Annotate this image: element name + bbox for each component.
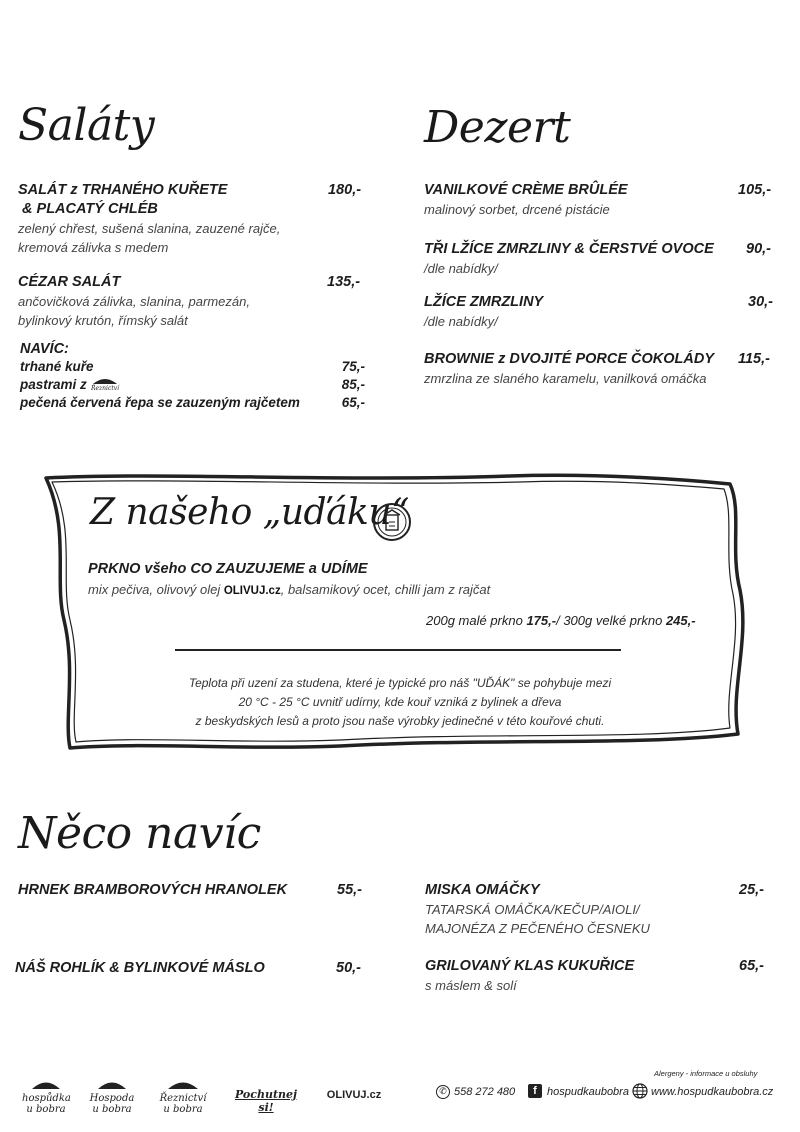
udak-sizes: 200g malé prkno 175,-/ 300g velké prkno 245,- <box>426 613 696 628</box>
item-description: zelený chřest, sušená slanina, zauzené rajče, <box>18 221 281 236</box>
extra-row <box>20 395 365 413</box>
menu-item <box>424 350 734 388</box>
item-price: 65,- <box>739 958 764 974</box>
menu-item <box>425 957 725 995</box>
item-name: CÉZAR SALÁT <box>18 274 121 290</box>
divider <box>175 649 621 651</box>
smoking-note-line: 20 °C - 25 °C uvnitř udírny, kde kouř vzniká z bylinek a dřeva <box>238 695 562 709</box>
menu-item <box>18 273 368 330</box>
item-description: bylinkový krutón, římský salát <box>18 313 188 328</box>
item-description: s máslem & solí <box>425 978 517 993</box>
extra-price: 75,- <box>341 359 365 374</box>
menu-item <box>424 240 734 278</box>
item-description: malinový sorbet, drcené pistácie <box>424 202 610 217</box>
extra-label: pastrami z <box>20 377 87 392</box>
item-price: 180,- <box>328 182 362 198</box>
item-price: 50,- <box>336 960 361 976</box>
item-description: zmrzlina ze slaného karamelu, vanilková omáčka <box>424 371 707 386</box>
smoke-badge-icon <box>372 502 412 542</box>
item-name: GRILOVANÝ KLAS KUKUŘICE <box>425 958 635 974</box>
item-price: 105,- <box>738 182 772 198</box>
extras-heading: NAVÍC: <box>20 341 69 357</box>
item-name-cont: & PLACATÝ CHLÉB <box>18 201 158 217</box>
allergens-note: Alergeny - informace u obsluhy <box>654 1069 758 1078</box>
udak-item-description: mix pečiva, olivový olej OLIVUJ.cz, balsamikový ocet, chilli jam z rajčat <box>88 582 491 597</box>
logo-pochutnej: Pochutnej si! <box>234 1088 298 1114</box>
logo-hospoda: Hospoda u bobra <box>88 1078 136 1114</box>
logo-olivuj: OLIVUJ.cz <box>326 1089 382 1101</box>
item-description: ančovičková zálivka, slanina, parmezán, <box>18 294 250 309</box>
menu-item <box>424 181 724 219</box>
item-name: SALÁT z TRHANÉHO KUŘETE <box>18 182 228 198</box>
reznictvi-logo: Řeznictví <box>90 376 120 394</box>
item-name: NÁŠ ROHLÍK & BYLINKOVÉ MÁSLO <box>15 960 265 976</box>
extra-row <box>20 377 365 395</box>
menu-item <box>425 881 725 938</box>
item-price: 90,- <box>746 241 771 257</box>
item-description: TATARSKÁ OMÁČKA/KEČUP/AIOLI/ <box>425 902 640 917</box>
extra-price: 85,- <box>341 377 365 392</box>
globe-icon <box>632 1083 648 1104</box>
udak-title: Z našeho „uďáku“ <box>90 492 409 533</box>
logo-hospudka: hospůdka u bobra <box>22 1078 70 1114</box>
extra-row <box>20 359 365 377</box>
item-description: kremová zálivka s medem <box>18 240 169 255</box>
item-price: 25,- <box>739 882 764 898</box>
item-price: 30,- <box>748 294 773 310</box>
smoking-note-line: Teplota při uzení za studena, které je typické pro náš "UĎÁK" se pohybuje mezi <box>188 676 612 690</box>
item-name: LŽÍCE ZMRZLINY <box>424 294 544 310</box>
salaty-title: Saláty <box>18 100 155 151</box>
logo-reznictvi: Řeznictví u bobra <box>156 1078 210 1114</box>
item-name: HRNEK BRAMBOROVÝCH HRANOLEK <box>18 882 288 898</box>
item-price: 55,- <box>337 882 362 898</box>
item-name: TŘI LŽÍCE ZMRZLINY & ČERSTVÉ OVOCE <box>424 241 714 257</box>
extra-label: pečená červená řepa se zauzeným rajčetem <box>20 395 300 410</box>
dezert-title: Dezert <box>424 102 571 153</box>
phone-number: 558 272 480 <box>454 1086 516 1098</box>
menu-item <box>424 293 724 331</box>
item-price: 115,- <box>738 351 770 367</box>
item-price: 135,- <box>327 274 361 290</box>
smoking-note-line: z beskydských lesů a proto jsou naše výrobky jedinečné v této kouřové chuti. <box>195 714 605 728</box>
extra-label: trhané kuře <box>20 359 94 374</box>
item-name: BROWNIE z DVOJITÉ PORCE ČOKOLÁDY <box>424 351 715 367</box>
menu-item <box>18 181 368 257</box>
website-url: www.hospudkaubobra.cz <box>651 1086 774 1098</box>
facebook-handle: hospudkaubobra <box>547 1086 629 1098</box>
facebook-icon: f <box>528 1084 542 1098</box>
extra-price: 65,- <box>341 395 365 410</box>
udak-item-name: PRKNO všeho CO ZAUZUJEME a UDÍME <box>88 561 368 577</box>
item-description: /dle nabídky/ <box>424 314 498 329</box>
phone-icon: ✆ <box>436 1085 450 1099</box>
neco-navic-title: Něco navíc <box>18 808 261 859</box>
item-description: /dle nabídky/ <box>424 261 498 276</box>
item-name: MISKA OMÁČKY <box>425 882 540 898</box>
item-name: VANILKOVÉ CRÈME BRÛLÉE <box>424 182 628 198</box>
olivuj-logo: OLIVUJ.cz <box>223 585 281 597</box>
item-description: MAJONÉZA Z PEČENÉHO ČESNEKU <box>425 921 650 936</box>
